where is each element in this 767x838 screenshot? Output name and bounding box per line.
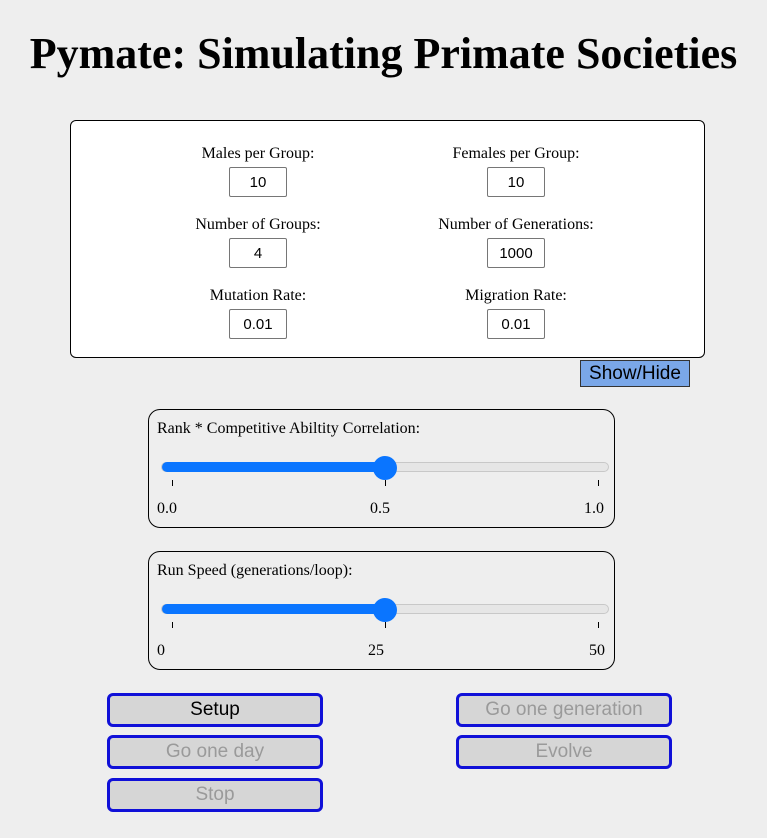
males-per-group-label: Males per Group:	[201, 145, 315, 162]
number-of-groups-input[interactable]	[229, 238, 287, 268]
males-per-group-input[interactable]	[229, 167, 287, 197]
go-one-day-button[interactable]: Go one day	[107, 735, 323, 769]
mutation-rate-field-group	[148, 287, 368, 339]
correlation-tick-label-mid: 0.5	[370, 500, 390, 517]
number-of-generations-field-group	[406, 216, 626, 268]
correlation-slider-fill	[162, 462, 386, 472]
correlation-tick-label-min: 0.0	[157, 500, 177, 517]
evolve-button[interactable]: Evolve	[456, 735, 672, 769]
females-per-group-field-group	[406, 145, 626, 197]
parameters-panel	[70, 120, 705, 358]
number-of-groups-field-group	[148, 216, 368, 268]
show-hide-button[interactable]: Show/Hide	[580, 360, 690, 387]
correlation-tick-max	[598, 480, 599, 486]
number-of-groups-label: Number of Groups:	[195, 216, 321, 233]
run-speed-slider-fill	[162, 604, 386, 614]
run-speed-tick-max	[598, 622, 599, 628]
run-speed-tick-label-mid: 25	[368, 642, 384, 659]
correlation-tick-min	[172, 480, 173, 486]
correlation-slider-panel	[148, 409, 615, 528]
run-speed-tick-label-min: 0	[157, 642, 165, 659]
number-of-generations-input[interactable]	[487, 238, 545, 268]
correlation-slider-thumb[interactable]	[373, 456, 397, 480]
males-per-group-field-group	[148, 145, 368, 197]
mutation-rate-input[interactable]	[229, 309, 287, 339]
page-title: Pymate: Simulating Primate Societies	[29, 29, 738, 78]
run-speed-tick-min	[172, 622, 173, 628]
females-per-group-input[interactable]	[487, 167, 545, 197]
females-per-group-label: Females per Group:	[452, 145, 580, 162]
run-speed-slider-label: Run Speed (generations/loop):	[157, 562, 353, 579]
run-speed-slider-panel	[148, 551, 615, 670]
mutation-rate-label: Mutation Rate:	[209, 287, 307, 304]
stop-button[interactable]: Stop	[107, 778, 323, 812]
migration-rate-input[interactable]	[487, 309, 545, 339]
migration-rate-field-group	[406, 287, 626, 339]
migration-rate-label: Migration Rate:	[465, 287, 567, 304]
setup-button[interactable]: Setup	[107, 693, 323, 727]
run-speed-tick-label-max: 50	[589, 642, 605, 659]
number-of-generations-label: Number of Generations:	[438, 216, 594, 233]
go-one-generation-button[interactable]: Go one generation	[456, 693, 672, 727]
run-speed-tick-mid	[385, 622, 386, 628]
correlation-tick-label-max: 1.0	[584, 500, 604, 517]
run-speed-slider-thumb[interactable]	[373, 598, 397, 622]
correlation-slider-label: Rank * Competitive Abiltity Correlation:	[157, 420, 421, 437]
correlation-tick-mid	[385, 480, 386, 486]
